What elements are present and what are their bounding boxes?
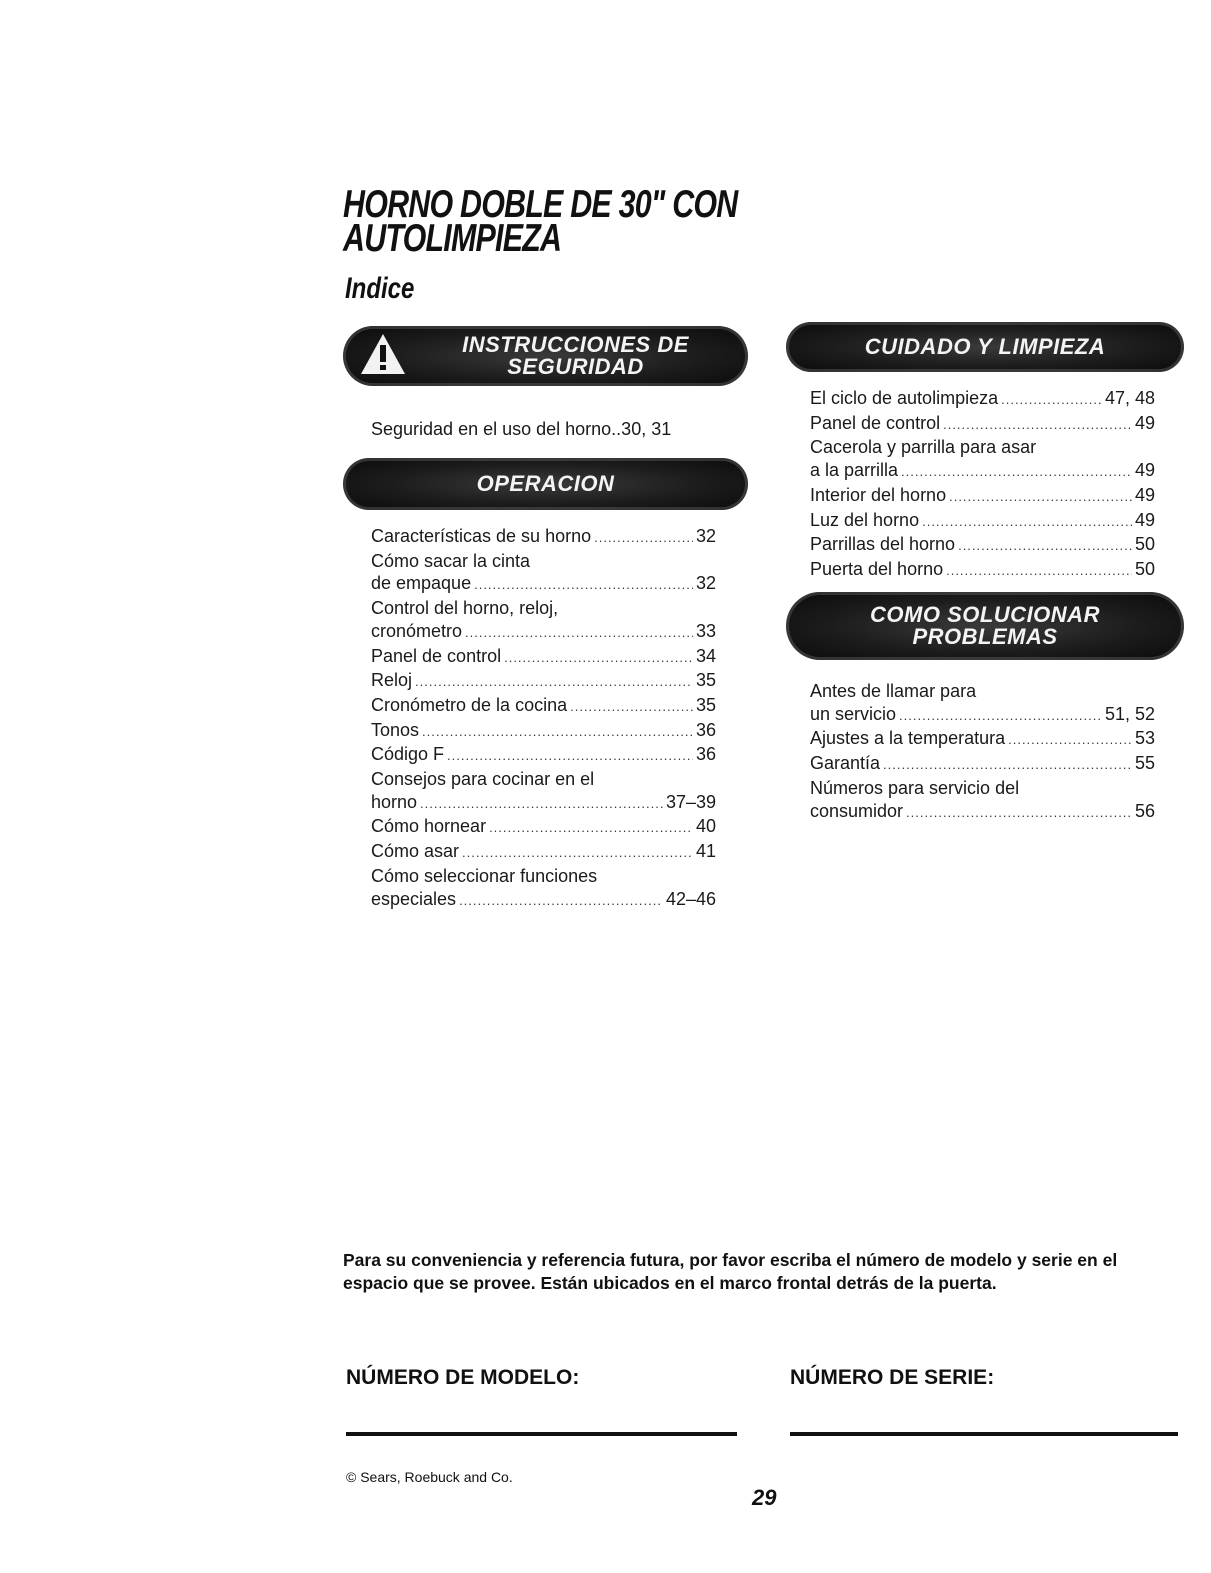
toc-entry [371,743,716,768]
toc-entry-label: a la parrilla [810,460,899,481]
toc-entry [371,597,716,620]
toc-entry-label: Panel de control [810,412,941,433]
toc-entry [810,752,1155,777]
dot-leader [1008,729,1132,752]
dot-leader [901,461,1132,484]
toc-entry-page: 56 [1134,800,1155,821]
toc-entry-label: cronómetro [371,620,463,641]
toc-entry-page: 32 [695,526,716,546]
toc-entry [371,768,716,791]
toc-entry [371,694,716,719]
dot-leader [474,574,693,597]
toc-entry [371,865,716,888]
dot-leader [883,754,1132,777]
operation-banner-label: OPERACION [476,471,615,496]
toc-entry-page: 36 [695,719,716,740]
toc-entry [810,436,1155,459]
index-heading: Indice [345,272,415,305]
toc-entry-label: Cómo asar [371,841,460,862]
toc-entry [371,815,716,840]
toc-entry-label: Seguridad en el uso del horno..30, 31 [371,419,672,439]
toc-entry-page: 41 [695,841,716,862]
dot-leader [465,622,693,645]
toc-entry-label: Consejos para cocinar en el [371,769,595,790]
toc-entry-label: horno [371,791,418,812]
copyright: © Sears, Roebuck and Co. [346,1469,513,1485]
troubleshooting-banner [786,592,1184,660]
toc-entry-page: 32 [695,573,716,594]
toc-entry-label: Cronómetro de la cocina [371,694,568,715]
toc-entry-page: 35 [695,670,716,691]
page-number: 29 [752,1485,777,1510]
document-title: HORNO DOBLE DE 30" CON AUTOLIMPIEZA [343,183,738,260]
toc-entry-page: 50 [1134,534,1155,555]
toc-entry [371,888,716,913]
toc-entry [371,550,716,573]
registration-note: Para su conveniencia y referencia futura, por favor escriba el número de modelo y serie en el espacio que se provee. Están ubicados en el marco frontal detrás de la puerta. [343,1250,1118,1293]
toc-entry-page: 49 [1134,412,1155,433]
toc-entry [371,645,716,670]
toc-entry [371,840,716,865]
toc-entry-label: Puerta del horno [810,558,944,579]
toc-entry [371,620,716,645]
dot-leader [504,647,693,670]
toc-entry-label: Control del horno, reloj, [371,598,559,619]
toc-entry [810,558,1155,583]
dot-leader [946,560,1132,583]
toc-entry-page: 49 [1134,484,1155,505]
dot-leader [422,721,693,744]
toc-entry-label: Números para servicio del [810,777,1020,798]
toc-entry-page: 40 [695,816,716,837]
toc-entry [810,703,1155,728]
toc-entry-page: 36 [695,744,716,765]
toc-entry-label: Interior del horno [810,484,947,505]
care-banner-label: CUIDADO Y LIMPIEZA [864,334,1106,359]
toc-entry-label: Cómo hornear [371,816,487,837]
serial-number-line [790,1432,1178,1436]
toc-entry-page: 47, 48 [1104,388,1155,408]
toc-entry-label: Cómo sacar la cinta [371,550,531,571]
dot-leader [1001,389,1102,412]
toc-entry-label: Cómo seleccionar funciones [371,865,598,886]
safety-banner [343,326,748,386]
dot-leader [447,745,693,768]
care-toc [810,387,1155,583]
dot-leader [570,696,693,719]
toc-entry [810,727,1155,752]
model-number-label: NÚMERO DE MODELO: [346,1366,580,1389]
toc-entry-page: 53 [1134,728,1155,749]
toc-entry-label: Parrillas del horno [810,534,956,555]
dot-leader [906,802,1132,825]
safety-toc [371,418,716,441]
toc-entry-label: Características de su horno [371,526,592,546]
troubleshooting-banner-label: COMO SOLUCIONAR PROBLEMAS [870,602,1100,649]
toc-entry-page: 33 [695,620,716,641]
toc-entry-label: Ajustes a la temperatura [810,728,1006,749]
toc-entry-page: 49 [1134,509,1155,530]
model-number-line [346,1432,737,1436]
toc-entry [810,533,1155,558]
toc-entry-label: Reloj [371,670,413,691]
toc-entry-label: especiales [371,888,457,909]
operation-banner [343,458,748,510]
toc-entry [371,791,716,816]
toc-entry-label: El ciclo de autolimpieza [810,388,999,408]
toc-entry [371,525,716,550]
dot-leader [949,486,1132,509]
toc-entry-label: Cacerola y parrilla para asar [810,437,1037,458]
toc-entry-page: 49 [1134,460,1155,481]
dot-leader [899,705,1102,728]
toc-entry-page: 37–39 [665,791,716,812]
dot-leader [415,671,693,694]
toc-entry-label: Luz del horno [810,509,920,530]
toc-entry [371,572,716,597]
toc-entry-label: un servicio [810,703,897,724]
serial-number-label: NÚMERO DE SERIE: [790,1366,995,1389]
operation-toc [371,525,716,912]
toc-entry-page: 51, 52 [1104,703,1155,724]
toc-entry [810,387,1155,412]
toc-entry [810,800,1155,825]
toc-entry-label: Código F [371,744,445,765]
care-banner [786,322,1184,372]
toc-entry-page: 50 [1134,558,1155,579]
toc-entry [371,719,716,744]
toc-entry-label: de empaque [371,573,472,594]
toc-entry-label: Tonos [371,719,420,740]
dot-leader [489,817,693,840]
troubleshooting-toc [810,680,1155,824]
dot-leader [943,414,1132,437]
toc-entry [810,509,1155,534]
dot-leader [420,793,663,816]
toc-entry-page: 35 [695,694,716,715]
toc-entry-label: Panel de control [371,645,502,666]
toc-entry-label: consumidor [810,800,904,821]
toc-entry-page: 34 [695,645,716,666]
dot-leader [594,527,693,550]
toc-entry [371,418,716,441]
dot-leader [958,535,1132,558]
safety-banner-label: INSTRUCCIONES DE SEGURIDAD [462,332,689,379]
toc-entry-label: Garantía [810,753,881,774]
toc-entry-page: 55 [1134,753,1155,774]
dot-leader [459,890,663,913]
toc-entry-label: Antes de llamar para [810,681,977,701]
toc-entry [371,669,716,694]
toc-entry [810,412,1155,437]
toc-entry-page: 42–46 [665,888,716,909]
toc-entry [810,680,1155,703]
dot-leader [922,511,1132,534]
toc-entry [810,459,1155,484]
dot-leader [462,842,693,865]
toc-entry [810,777,1155,800]
toc-entry [810,484,1155,509]
